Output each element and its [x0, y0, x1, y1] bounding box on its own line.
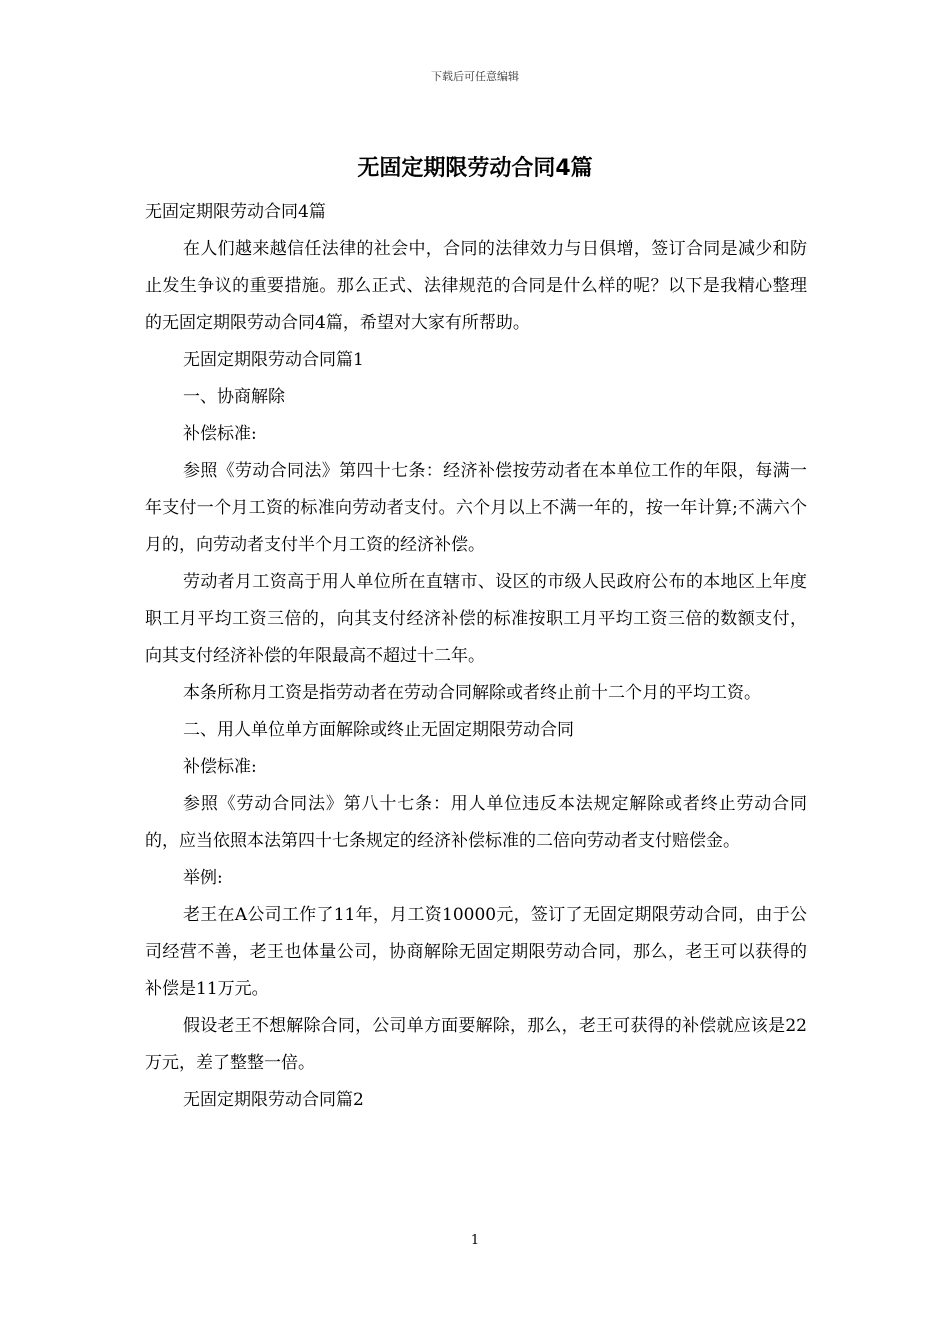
- label-compensation-standard-2: 补偿标准:: [183, 757, 257, 777]
- section-heading-part-2: 无固定期限劳动合同篇2: [183, 1090, 364, 1110]
- paragraph-article-47: 参照《劳动合同法》第四十七条：经济补偿按劳动者在本单位工作的年限，每满一年支付一个月工资的标准向劳动者支付。六个月以上不满一年的，按一年计算;不满六个月的，向劳动者支付半个月工资的经济补偿。: [145, 461, 807, 555]
- paragraph-subtitle: 无固定期限劳动合同4篇: [145, 202, 326, 222]
- paragraph-monthly-wage-definition: 本条所称月工资是指劳动者在劳动合同解除或者终止前十二个月的平均工资。: [183, 683, 761, 703]
- paragraph-example-mutual: 老王在A公司工作了11年，月工资10000元，签订了无固定期限劳动合同，由于公司经营不善，老王也体量公司，协商解除无固定期限劳动合同，那么，老王可以获得的补偿是11万元。: [145, 905, 807, 999]
- section-heading-part-1: 无固定期限劳动合同篇1: [183, 350, 364, 370]
- label-compensation-standard: 补偿标准:: [183, 424, 257, 444]
- paragraph-article-87: 参照《劳动合同法》第八十七条：用人单位违反本法规定解除或者终止劳动合同的，应当依照本法第四十七条规定的经济补偿标准的二倍向劳动者支付赔偿金。: [145, 794, 807, 851]
- subheading-mutual-termination: 一、协商解除: [183, 387, 285, 407]
- subheading-unilateral-termination: 二、用人单位单方面解除或终止无固定期限劳动合同: [183, 720, 574, 740]
- document-title: 无固定期限劳动合同4篇: [357, 156, 593, 181]
- page-number: 1: [470, 1233, 480, 1248]
- paragraph-intro: 在人们越来越信任法律的社会中，合同的法律效力与日俱增，签订合同是减少和防止发生争议的重要措施。那么正式、法律规范的合同是什么样的呢？以下是我精心整理的无固定期限劳动合同4篇，希望对大家有所帮助。: [145, 239, 807, 333]
- label-example: 举例:: [183, 868, 223, 888]
- paragraph-wage-cap: 劳动者月工资高于用人单位所在直辖市、设区的市级人民政府公布的本地区上年度职工月平均工资三倍的，向其支付经济补偿的标准按职工月平均工资三倍的数额支付，向其支付经济补偿的年限最高不超过十二年。: [145, 572, 807, 666]
- document-body: [145, 194, 807, 1119]
- header-note: 下载后可任意编辑: [431, 70, 519, 83]
- paragraph-example-unilateral: 假设老王不想解除合同，公司单方面要解除，那么，老王可获得的补偿就应该是22万元，差了整整一倍。: [145, 1016, 807, 1073]
